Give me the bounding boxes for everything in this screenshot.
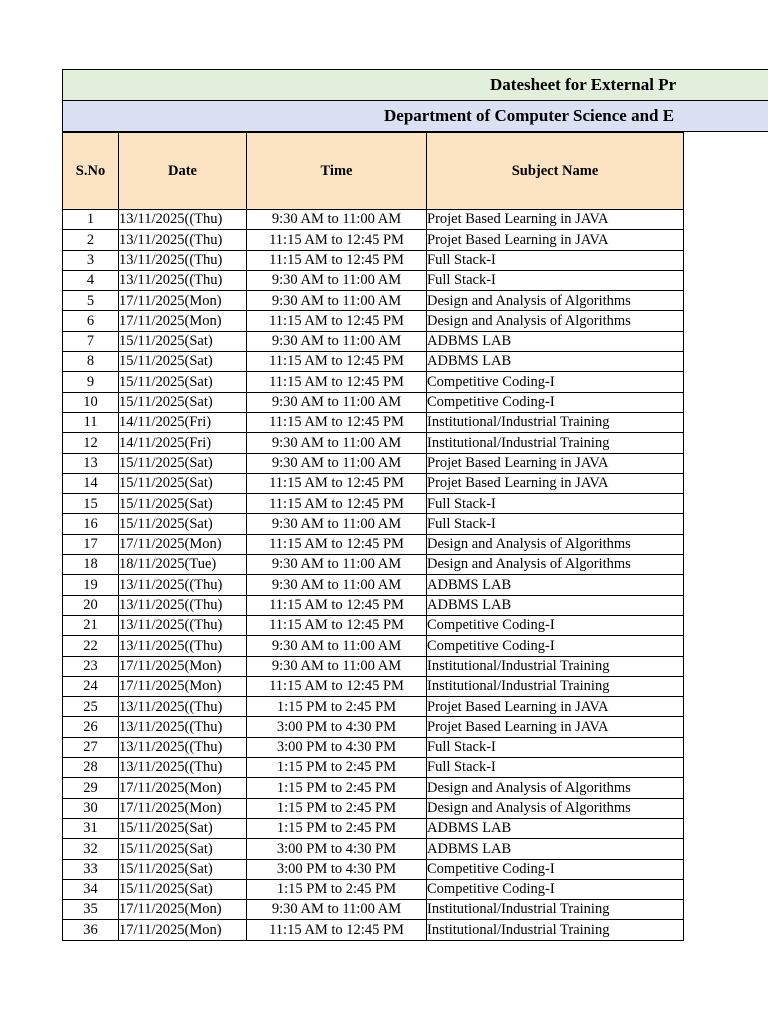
cell-time: 11:15 AM to 12:45 PM — [247, 352, 427, 372]
table-row — [63, 514, 684, 534]
cell-date: 15/11/2025(Sat) — [119, 839, 247, 859]
cell-sno: 25 — [63, 697, 119, 717]
cell-sno: 4 — [63, 270, 119, 290]
cell-date: 13/11/2025((Thu) — [119, 250, 247, 270]
cell-time: 1:15 PM to 2:45 PM — [247, 758, 427, 778]
cell-date: 17/11/2025(Mon) — [119, 656, 247, 676]
cell-sno: 11 — [63, 412, 119, 432]
table-row — [63, 798, 684, 818]
cell-subject: Design and Analysis of Algorithms — [427, 555, 684, 575]
cell-subject: Competitive Coding-I — [427, 372, 684, 392]
cell-subject: Competitive Coding-I — [427, 615, 684, 635]
cell-date: 17/11/2025(Mon) — [119, 900, 247, 920]
cell-sno: 6 — [63, 311, 119, 331]
cell-sno: 35 — [63, 900, 119, 920]
cell-time: 11:15 AM to 12:45 PM — [247, 250, 427, 270]
cell-subject: Full Stack-I — [427, 758, 684, 778]
cell-subject: ADBMS LAB — [427, 352, 684, 372]
cell-date: 17/11/2025(Mon) — [119, 920, 247, 940]
table-row — [63, 737, 684, 757]
table-row — [63, 839, 684, 859]
table-row — [63, 372, 684, 392]
cell-time: 9:30 AM to 11:00 AM — [247, 392, 427, 412]
table-row — [63, 900, 684, 920]
cell-time: 11:15 AM to 12:45 PM — [247, 920, 427, 940]
cell-time: 11:15 AM to 12:45 PM — [247, 595, 427, 615]
cell-sno: 3 — [63, 250, 119, 270]
cell-sno: 26 — [63, 717, 119, 737]
cell-subject: ADBMS LAB — [427, 839, 684, 859]
table-row — [63, 879, 684, 899]
cell-date: 15/11/2025(Sat) — [119, 514, 247, 534]
cell-sno: 32 — [63, 839, 119, 859]
cell-sno: 28 — [63, 758, 119, 778]
cell-date: 13/11/2025((Thu) — [119, 636, 247, 656]
cell-subject: Full Stack-I — [427, 270, 684, 290]
table-row — [63, 656, 684, 676]
cell-time: 3:00 PM to 4:30 PM — [247, 717, 427, 737]
table-row — [63, 534, 684, 554]
cell-time: 9:30 AM to 11:00 AM — [247, 291, 427, 311]
cell-date: 15/11/2025(Sat) — [119, 372, 247, 392]
cell-sno: 29 — [63, 778, 119, 798]
cell-sno: 21 — [63, 615, 119, 635]
cell-sno: 30 — [63, 798, 119, 818]
column-header-date: Date — [119, 133, 247, 210]
cell-time: 1:15 PM to 2:45 PM — [247, 879, 427, 899]
cell-subject: Full Stack-I — [427, 737, 684, 757]
cell-sno: 13 — [63, 453, 119, 473]
cell-date: 13/11/2025((Thu) — [119, 697, 247, 717]
cell-time: 3:00 PM to 4:30 PM — [247, 859, 427, 879]
cell-time: 11:15 AM to 12:45 PM — [247, 230, 427, 250]
table-row — [63, 433, 684, 453]
cell-date: 13/11/2025((Thu) — [119, 575, 247, 595]
table-row — [63, 291, 684, 311]
cell-date: 15/11/2025(Sat) — [119, 879, 247, 899]
cell-time: 9:30 AM to 11:00 AM — [247, 575, 427, 595]
cell-subject: Competitive Coding-I — [427, 879, 684, 899]
cell-sno: 9 — [63, 372, 119, 392]
cell-sno: 24 — [63, 676, 119, 696]
cell-date: 17/11/2025(Mon) — [119, 534, 247, 554]
datesheet — [62, 69, 768, 941]
table-row — [63, 352, 684, 372]
cell-date: 13/11/2025((Thu) — [119, 758, 247, 778]
cell-time: 9:30 AM to 11:00 AM — [247, 900, 427, 920]
table-row — [63, 615, 684, 635]
cell-sno: 7 — [63, 331, 119, 351]
datesheet-title-banner — [62, 69, 768, 101]
cell-subject: Competitive Coding-I — [427, 859, 684, 879]
cell-sno: 34 — [63, 879, 119, 899]
cell-date: 17/11/2025(Mon) — [119, 311, 247, 331]
table-header — [63, 133, 684, 210]
cell-date: 15/11/2025(Sat) — [119, 352, 247, 372]
table-row — [63, 210, 684, 230]
cell-time: 9:30 AM to 11:00 AM — [247, 453, 427, 473]
table-row — [63, 270, 684, 290]
cell-date: 13/11/2025((Thu) — [119, 595, 247, 615]
cell-subject: ADBMS LAB — [427, 595, 684, 615]
cell-subject: ADBMS LAB — [427, 818, 684, 838]
table-row — [63, 230, 684, 250]
cell-subject: Full Stack-I — [427, 250, 684, 270]
table-row — [63, 859, 684, 879]
cell-subject: ADBMS LAB — [427, 331, 684, 351]
cell-time: 3:00 PM to 4:30 PM — [247, 839, 427, 859]
cell-date: 13/11/2025((Thu) — [119, 737, 247, 757]
cell-date: 13/11/2025((Thu) — [119, 230, 247, 250]
table-row — [63, 473, 684, 493]
cell-sno: 22 — [63, 636, 119, 656]
table-row — [63, 920, 684, 940]
table-row — [63, 676, 684, 696]
cell-sno: 16 — [63, 514, 119, 534]
cell-sno: 27 — [63, 737, 119, 757]
cell-sno: 10 — [63, 392, 119, 412]
cell-date: 15/11/2025(Sat) — [119, 859, 247, 879]
cell-date: 15/11/2025(Sat) — [119, 818, 247, 838]
cell-date: 15/11/2025(Sat) — [119, 392, 247, 412]
cell-time: 9:30 AM to 11:00 AM — [247, 210, 427, 230]
table-row — [63, 311, 684, 331]
cell-time: 9:30 AM to 11:00 AM — [247, 433, 427, 453]
cell-subject: Institutional/Industrial Training — [427, 676, 684, 696]
cell-subject: Projet Based Learning in JAVA — [427, 473, 684, 493]
cell-subject: Institutional/Industrial Training — [427, 656, 684, 676]
table-row — [63, 697, 684, 717]
cell-time: 9:30 AM to 11:00 AM — [247, 514, 427, 534]
schedule-table — [62, 132, 684, 941]
cell-date: 17/11/2025(Mon) — [119, 291, 247, 311]
table-row — [63, 250, 684, 270]
cell-time: 11:15 AM to 12:45 PM — [247, 615, 427, 635]
cell-time: 9:30 AM to 11:00 AM — [247, 656, 427, 676]
cell-subject: Design and Analysis of Algorithms — [427, 311, 684, 331]
table-row — [63, 636, 684, 656]
cell-subject: Projet Based Learning in JAVA — [427, 230, 684, 250]
cell-time: 9:30 AM to 11:00 AM — [247, 331, 427, 351]
cell-time: 11:15 AM to 12:45 PM — [247, 311, 427, 331]
table-row — [63, 494, 684, 514]
cell-subject: Institutional/Industrial Training — [427, 920, 684, 940]
cell-time: 9:30 AM to 11:00 AM — [247, 270, 427, 290]
table-row — [63, 412, 684, 432]
table-row — [63, 555, 684, 575]
cell-time: 3:00 PM to 4:30 PM — [247, 737, 427, 757]
cell-time: 9:30 AM to 11:00 AM — [247, 636, 427, 656]
table-row — [63, 392, 684, 412]
header-row — [63, 133, 684, 210]
cell-date: 15/11/2025(Sat) — [119, 331, 247, 351]
cell-sno: 14 — [63, 473, 119, 493]
cell-subject: Competitive Coding-I — [427, 636, 684, 656]
cell-time: 11:15 AM to 12:45 PM — [247, 494, 427, 514]
cell-date: 17/11/2025(Mon) — [119, 676, 247, 696]
department-banner — [62, 101, 768, 132]
cell-date: 13/11/2025((Thu) — [119, 210, 247, 230]
cell-subject: Design and Analysis of Algorithms — [427, 778, 684, 798]
cell-date: 13/11/2025((Thu) — [119, 717, 247, 737]
cell-time: 11:15 AM to 12:45 PM — [247, 372, 427, 392]
cell-date: 14/11/2025(Fri) — [119, 433, 247, 453]
cell-subject: Design and Analysis of Algorithms — [427, 291, 684, 311]
cell-subject: Projet Based Learning in JAVA — [427, 717, 684, 737]
cell-time: 1:15 PM to 2:45 PM — [247, 798, 427, 818]
cell-sno: 19 — [63, 575, 119, 595]
cell-sno: 15 — [63, 494, 119, 514]
datesheet-title: Datesheet for External Pr — [490, 75, 677, 94]
table-row — [63, 453, 684, 473]
table-row — [63, 331, 684, 351]
cell-subject: Projet Based Learning in JAVA — [427, 210, 684, 230]
table-row — [63, 595, 684, 615]
cell-time: 11:15 AM to 12:45 PM — [247, 676, 427, 696]
cell-date: 17/11/2025(Mon) — [119, 778, 247, 798]
cell-sno: 31 — [63, 818, 119, 838]
cell-sno: 18 — [63, 555, 119, 575]
cell-subject: ADBMS LAB — [427, 575, 684, 595]
table-row — [63, 778, 684, 798]
cell-sno: 12 — [63, 433, 119, 453]
table-row — [63, 575, 684, 595]
cell-sno: 8 — [63, 352, 119, 372]
cell-date: 17/11/2025(Mon) — [119, 798, 247, 818]
cell-sno: 33 — [63, 859, 119, 879]
cell-sno: 23 — [63, 656, 119, 676]
table-row — [63, 818, 684, 838]
cell-date: 15/11/2025(Sat) — [119, 453, 247, 473]
table-body — [63, 210, 684, 941]
table-row — [63, 758, 684, 778]
cell-date: 15/11/2025(Sat) — [119, 473, 247, 493]
column-header-subject: Subject Name — [427, 133, 684, 210]
department-name: Department of Computer Science and E — [384, 106, 675, 125]
column-header-time: Time — [247, 133, 427, 210]
cell-subject: Projet Based Learning in JAVA — [427, 453, 684, 473]
cell-time: 1:15 PM to 2:45 PM — [247, 818, 427, 838]
cell-subject: Full Stack-I — [427, 514, 684, 534]
cell-subject: Competitive Coding-I — [427, 392, 684, 412]
cell-subject: Full Stack-I — [427, 494, 684, 514]
cell-time: 9:30 AM to 11:00 AM — [247, 555, 427, 575]
cell-date: 14/11/2025(Fri) — [119, 412, 247, 432]
cell-subject: Institutional/Industrial Training — [427, 412, 684, 432]
cell-sno: 2 — [63, 230, 119, 250]
cell-subject: Design and Analysis of Algorithms — [427, 534, 684, 554]
cell-time: 1:15 PM to 2:45 PM — [247, 778, 427, 798]
cell-subject: Design and Analysis of Algorithms — [427, 798, 684, 818]
cell-subject: Institutional/Industrial Training — [427, 433, 684, 453]
cell-date: 13/11/2025((Thu) — [119, 615, 247, 635]
column-header-sno: S.No — [63, 133, 119, 210]
cell-time: 11:15 AM to 12:45 PM — [247, 473, 427, 493]
cell-subject: Institutional/Industrial Training — [427, 900, 684, 920]
cell-sno: 5 — [63, 291, 119, 311]
cell-sno: 1 — [63, 210, 119, 230]
cell-date: 15/11/2025(Sat) — [119, 494, 247, 514]
cell-sno: 17 — [63, 534, 119, 554]
table-row — [63, 717, 684, 737]
cell-sno: 36 — [63, 920, 119, 940]
cell-date: 13/11/2025((Thu) — [119, 270, 247, 290]
cell-sno: 20 — [63, 595, 119, 615]
cell-date: 18/11/2025(Tue) — [119, 555, 247, 575]
cell-time: 11:15 AM to 12:45 PM — [247, 534, 427, 554]
cell-subject: Projet Based Learning in JAVA — [427, 697, 684, 717]
cell-time: 11:15 AM to 12:45 PM — [247, 412, 427, 432]
cell-time: 1:15 PM to 2:45 PM — [247, 697, 427, 717]
